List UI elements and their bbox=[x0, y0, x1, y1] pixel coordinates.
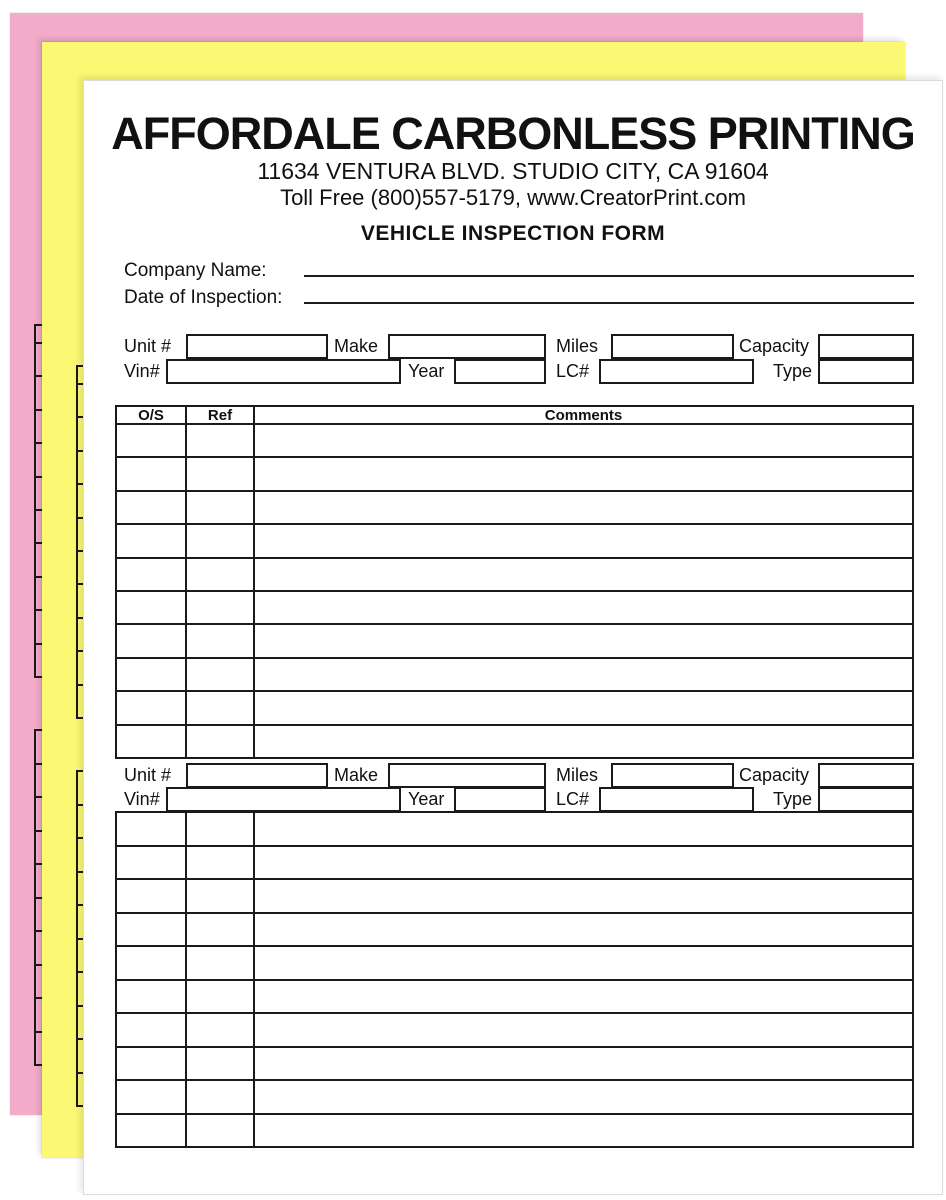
table-row bbox=[117, 1048, 912, 1082]
table-row bbox=[117, 981, 912, 1015]
ref-cell bbox=[187, 914, 255, 946]
comment-cell bbox=[255, 425, 912, 456]
os-cell bbox=[117, 1014, 187, 1046]
year-label: Year bbox=[408, 361, 445, 381]
lc-box bbox=[599, 359, 754, 384]
comment-cell bbox=[255, 847, 912, 879]
comment-cell bbox=[255, 981, 912, 1013]
ref-cell bbox=[187, 458, 255, 489]
comment-cell bbox=[255, 1014, 912, 1046]
type-label: Type bbox=[773, 789, 813, 809]
year-box bbox=[454, 787, 546, 812]
table-row bbox=[117, 1081, 912, 1115]
type-box bbox=[818, 359, 914, 384]
business-contact: Toll Free (800)557-5179, www.CreatorPrint.com bbox=[280, 185, 746, 210]
ref-cell bbox=[187, 1115, 255, 1147]
business-address: 11634 VENTURA BLVD. STUDIO CITY, CA 91604 bbox=[257, 158, 769, 184]
os-cell bbox=[117, 847, 187, 879]
table-row bbox=[117, 947, 912, 981]
os-cell bbox=[117, 880, 187, 912]
capacity-label: Capacity bbox=[739, 765, 810, 785]
vin-box bbox=[166, 359, 401, 384]
comment-cell bbox=[255, 1115, 912, 1147]
inspection-date-line bbox=[304, 302, 914, 304]
comment-cell bbox=[255, 692, 912, 723]
ref-cell bbox=[187, 1081, 255, 1113]
miles-box bbox=[611, 334, 734, 359]
inspection-date-label: Date of Inspection: bbox=[124, 287, 283, 308]
company-name-label: Company Name: bbox=[124, 260, 267, 281]
os-cell bbox=[117, 726, 187, 757]
ref-cell bbox=[187, 592, 255, 623]
os-cell bbox=[117, 625, 187, 656]
unit-box bbox=[186, 763, 328, 788]
vin-box bbox=[166, 787, 401, 812]
ref-cell bbox=[187, 981, 255, 1013]
company-name-line bbox=[304, 275, 914, 277]
form-title: VEHICLE INSPECTION FORM bbox=[360, 222, 666, 245]
comment-cell bbox=[255, 625, 912, 656]
table-row bbox=[117, 880, 912, 914]
vin-label: Vin# bbox=[124, 361, 160, 381]
ref-cell bbox=[187, 726, 255, 757]
table-row bbox=[117, 726, 912, 757]
comment-cell bbox=[255, 947, 912, 979]
table-row bbox=[117, 525, 912, 558]
comments-table-1 bbox=[115, 405, 914, 759]
ref-cell bbox=[187, 1014, 255, 1046]
ref-cell bbox=[187, 425, 255, 456]
ref-cell bbox=[187, 692, 255, 723]
make-label: Make bbox=[334, 765, 379, 785]
os-cell bbox=[117, 659, 187, 690]
comment-cell bbox=[255, 659, 912, 690]
ref-cell bbox=[187, 625, 255, 656]
unit-label: Unit # bbox=[124, 765, 172, 785]
os-cell bbox=[117, 425, 187, 456]
lc-label: LC# bbox=[556, 361, 590, 381]
os-cell bbox=[117, 1048, 187, 1080]
os-cell bbox=[117, 813, 187, 845]
lc-label: LC# bbox=[556, 789, 590, 809]
os-cell bbox=[117, 492, 187, 523]
ref-header: Ref bbox=[187, 407, 255, 423]
os-cell bbox=[117, 692, 187, 723]
comment-cell bbox=[255, 813, 912, 845]
capacity-label: Capacity bbox=[739, 336, 810, 356]
unit-label: Unit # bbox=[124, 336, 172, 356]
ref-cell bbox=[187, 492, 255, 523]
table-row bbox=[117, 659, 912, 692]
business-name: AFFORDALE CARBONLESS PRINTING bbox=[111, 108, 915, 159]
ref-cell bbox=[187, 880, 255, 912]
table-row bbox=[117, 692, 912, 725]
vin-label: Vin# bbox=[124, 789, 160, 809]
make-box bbox=[388, 334, 546, 359]
table-row bbox=[117, 813, 912, 847]
year-box bbox=[454, 359, 546, 384]
lc-box bbox=[599, 787, 754, 812]
os-cell bbox=[117, 1115, 187, 1147]
table-row bbox=[117, 492, 912, 525]
os-header: O/S bbox=[117, 407, 187, 423]
comment-cell bbox=[255, 492, 912, 523]
capacity-box bbox=[818, 334, 914, 359]
comment-cell bbox=[255, 559, 912, 590]
os-cell bbox=[117, 1081, 187, 1113]
unit-box bbox=[186, 334, 328, 359]
ref-cell bbox=[187, 525, 255, 556]
os-cell bbox=[117, 981, 187, 1013]
comments-header: Comments bbox=[544, 406, 623, 424]
comment-cell bbox=[255, 1081, 912, 1113]
capacity-box bbox=[818, 763, 914, 788]
miles-label: Miles bbox=[556, 336, 599, 356]
comment-cell bbox=[255, 525, 912, 556]
table-row bbox=[117, 1014, 912, 1048]
type-label: Type bbox=[773, 361, 813, 381]
table-row bbox=[117, 847, 912, 881]
table-row bbox=[117, 559, 912, 592]
comments-table-header bbox=[117, 407, 912, 425]
comments-table-2 bbox=[115, 811, 914, 1148]
os-cell bbox=[117, 458, 187, 489]
table-row bbox=[117, 914, 912, 948]
sheet-white-front bbox=[83, 80, 943, 1195]
os-cell bbox=[117, 947, 187, 979]
comment-cell bbox=[255, 880, 912, 912]
ref-cell bbox=[187, 559, 255, 590]
type-box bbox=[818, 787, 914, 812]
table-row bbox=[117, 1115, 912, 1147]
make-label: Make bbox=[334, 336, 379, 356]
os-cell bbox=[117, 914, 187, 946]
miles-label: Miles bbox=[556, 765, 599, 785]
miles-box bbox=[611, 763, 734, 788]
ref-cell bbox=[187, 659, 255, 690]
comment-cell bbox=[255, 726, 912, 757]
os-cell bbox=[117, 525, 187, 556]
os-cell bbox=[117, 559, 187, 590]
comment-cell bbox=[255, 914, 912, 946]
comment-cell bbox=[255, 458, 912, 489]
comment-cell bbox=[255, 592, 912, 623]
os-cell bbox=[117, 592, 187, 623]
ref-cell bbox=[187, 813, 255, 845]
table-row bbox=[117, 425, 912, 458]
table-row bbox=[117, 458, 912, 491]
table-row bbox=[117, 625, 912, 658]
table-row bbox=[117, 592, 912, 625]
ref-cell bbox=[187, 1048, 255, 1080]
make-box bbox=[388, 763, 546, 788]
ref-cell bbox=[187, 847, 255, 879]
comment-cell bbox=[255, 1048, 912, 1080]
ref-cell bbox=[187, 947, 255, 979]
year-label: Year bbox=[408, 789, 445, 809]
